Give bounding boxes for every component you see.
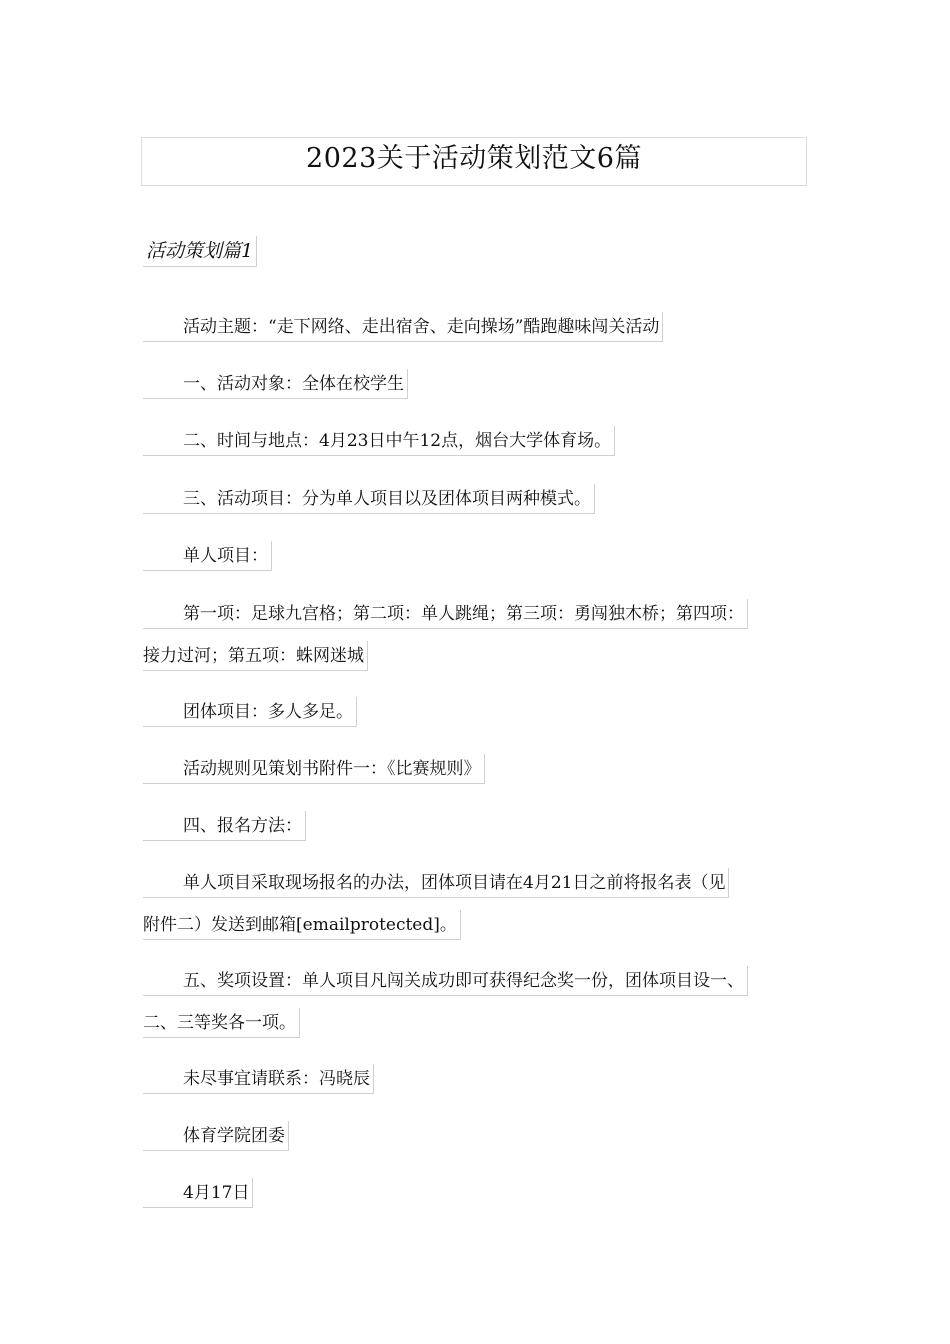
paragraph-line: 活动主题：“走下网络、走出宿舍、走向操场”酷跑趣味闯关活动 xyxy=(143,312,663,342)
paragraph-line: 团体项目：多人多足。 xyxy=(143,697,357,727)
paragraph-line: 五、奖项设置：单人项目凡闯关成功即可获得纪念奖一份，团体项目设一、 xyxy=(143,966,748,996)
paragraph xyxy=(143,309,663,346)
paragraph-line: 附件二）发送到邮箱[emailprotected]。 xyxy=(143,910,461,940)
paragraph xyxy=(143,808,306,845)
paragraph xyxy=(143,751,485,788)
paragraph xyxy=(143,423,615,460)
paragraph-line: 体育学院团委 xyxy=(143,1121,289,1151)
paragraph xyxy=(143,694,357,731)
paragraph xyxy=(143,865,729,944)
document-title: 2023关于活动策划范文6篇 xyxy=(141,137,807,186)
paragraph xyxy=(143,538,272,575)
section-heading: 活动策划篇1 xyxy=(143,236,257,267)
paragraph xyxy=(143,366,408,403)
paragraph xyxy=(143,1175,253,1212)
paragraph xyxy=(143,1118,289,1155)
paragraph-line: 4月17日 xyxy=(143,1178,253,1208)
paragraph-line: 单人项目采取现场报名的办法，团体项目请在4月21日之前将报名表（见 xyxy=(143,868,729,898)
paragraph-line: 第一项：足球九宫格；第二项：单人跳绳；第三项：勇闯独木桥；第四项： xyxy=(143,599,748,629)
paragraph-line: 单人项目： xyxy=(143,541,272,571)
paragraph-line: 活动规则见策划书附件一：《比赛规则》 xyxy=(143,754,485,784)
paragraph-line: 三、活动项目：分为单人项目以及团体项目两种模式。 xyxy=(143,484,595,514)
paragraph-line: 二、时间与地点：4月23日中午12点，烟台大学体育场。 xyxy=(143,426,615,456)
paragraph-line: 四、报名方法： xyxy=(143,811,306,841)
paragraph xyxy=(143,481,595,518)
paragraph-line: 一、活动对象：全体在校学生 xyxy=(143,369,408,399)
paragraph-line: 接力过河；第五项：蛛网迷城 xyxy=(143,641,368,671)
paragraph xyxy=(143,1061,374,1098)
paragraph xyxy=(143,963,748,1042)
paragraph-line: 未尽事宜请联系：冯晓辰 xyxy=(143,1064,374,1094)
paragraph xyxy=(143,596,748,675)
paragraph-line: 二、三等奖各一项。 xyxy=(143,1008,300,1038)
